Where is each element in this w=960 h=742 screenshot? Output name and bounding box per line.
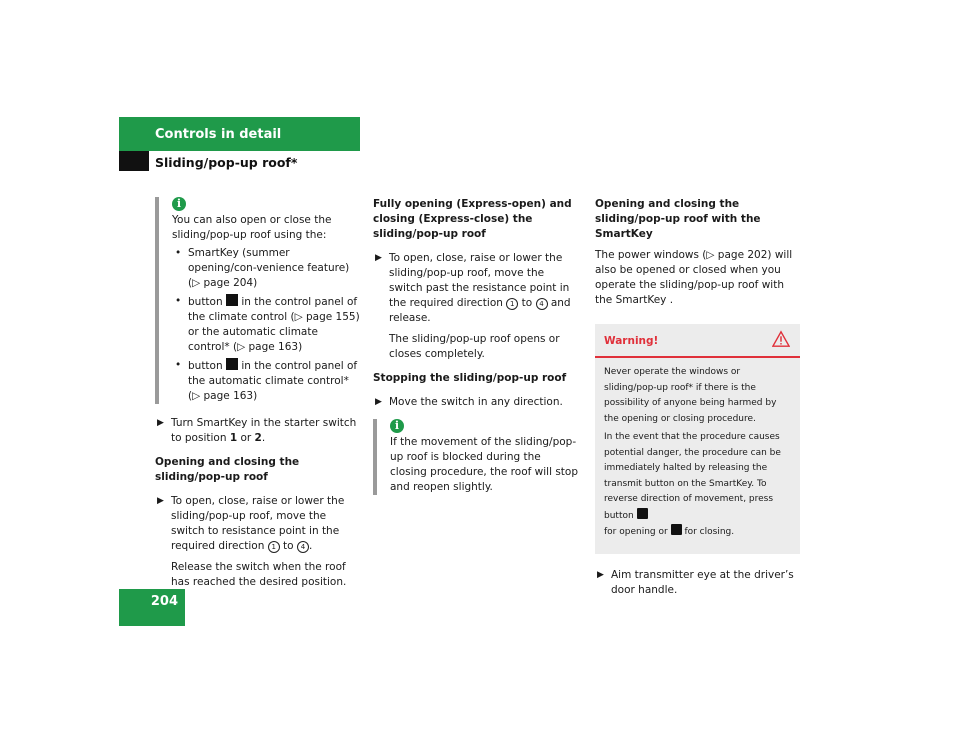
info-blocked: If the movement of the sliding/pop-up roof is blocked during the closing procedure, the roof will stop and reopen slightly. (390, 436, 579, 493)
step-aim: ▶ Aim transmitter eye at the driver’s door handle. (597, 568, 794, 596)
roof-button-2-icon (226, 358, 238, 370)
warning-header (595, 324, 800, 358)
step-arrow-icon: ▶ (157, 496, 164, 506)
info-bullet: • button in the control panel of the automatic climate control* (▷ page 163) (172, 358, 360, 404)
step-open-close: ▶ To open, close, raise or lower the sliding/pop-up roof, move the switch to resistance point in the required direction 1 to 4 . (157, 495, 345, 552)
info-bullet: • SmartKey (summer opening/con-venience feature) (▷ page 204) (172, 246, 360, 291)
info-icon: i (390, 419, 404, 433)
heading-open-close: Opening and closing the sliding/pop-up roof (155, 456, 300, 483)
warning-body (595, 358, 800, 554)
lock-key-icon (671, 524, 682, 535)
info-icon: i (172, 197, 186, 211)
warning-title: Warning! (604, 335, 659, 347)
info-bar (373, 419, 377, 495)
column-3 (595, 197, 803, 598)
warning-p2: In the event that the procedure causes potential danger, the procedure can be immediately halted by releasing the transmit button on the SmartKey. To reverse direction of movement, press button for opening or for closing. (604, 432, 781, 537)
column-1 (155, 197, 360, 590)
step-arrow-icon: ▶ (157, 418, 164, 428)
para-smartkey: The power windows (▷ page 202) will also be opened or closed when you operate the sliding/pop-up roof with the SmartKey . (595, 249, 793, 306)
step-arrow-icon: ▶ (375, 397, 382, 407)
heading-stopping: Stopping the sliding/pop-up roof (373, 372, 567, 384)
unlock-key-icon (637, 508, 648, 519)
info-box-1 (155, 197, 360, 404)
info-bullet: • button in the control panel of the climate control (▷ page 155) or the automatic climate control* (▷ page 163) (172, 294, 360, 355)
heading-smartkey: Opening and closing the sliding/pop-up roof with the SmartKey (595, 198, 761, 240)
step-arrow-icon: ▶ (375, 253, 382, 263)
column-2 (373, 197, 578, 495)
subsection-title: Sliding/pop-up roof* (155, 155, 298, 170)
step-stop: ▶ Move the switch in any direction. (375, 396, 563, 408)
info-bar (155, 197, 159, 404)
warning-triangle-icon (772, 330, 790, 348)
note-express: The sliding/pop-up roof opens or closes completely. (389, 333, 560, 360)
section-title: Controls in detail (155, 127, 282, 142)
roof-button-icon (226, 294, 238, 306)
heading-express: Fully opening (Express-open) and closing (Express-close) the sliding/pop-up roof (373, 198, 572, 240)
info-intro: You can also open or close the sliding/pop-up roof using the: (172, 214, 332, 241)
page-number: 204 (150, 594, 178, 609)
note-release: Release the switch when the roof has reached the desired position. (171, 561, 347, 588)
warning-box (595, 324, 800, 554)
subsection-marker (119, 151, 149, 171)
step-express: ▶ To open, close, raise or lower the sliding/pop-up roof, move the switch past the resistance point in the required direction 1 to 4 and release. (375, 252, 571, 324)
step-ignition: ▶ Turn SmartKey in the starter switch to position 1 or 2. (157, 417, 357, 444)
step-arrow-icon: ▶ (597, 569, 604, 580)
warning-p1: Never operate the windows or sliding/pop-up roof* if there is the possibility of anyone being harmed by the opening or closing procedure. (604, 367, 777, 424)
info-box-2 (373, 419, 578, 495)
